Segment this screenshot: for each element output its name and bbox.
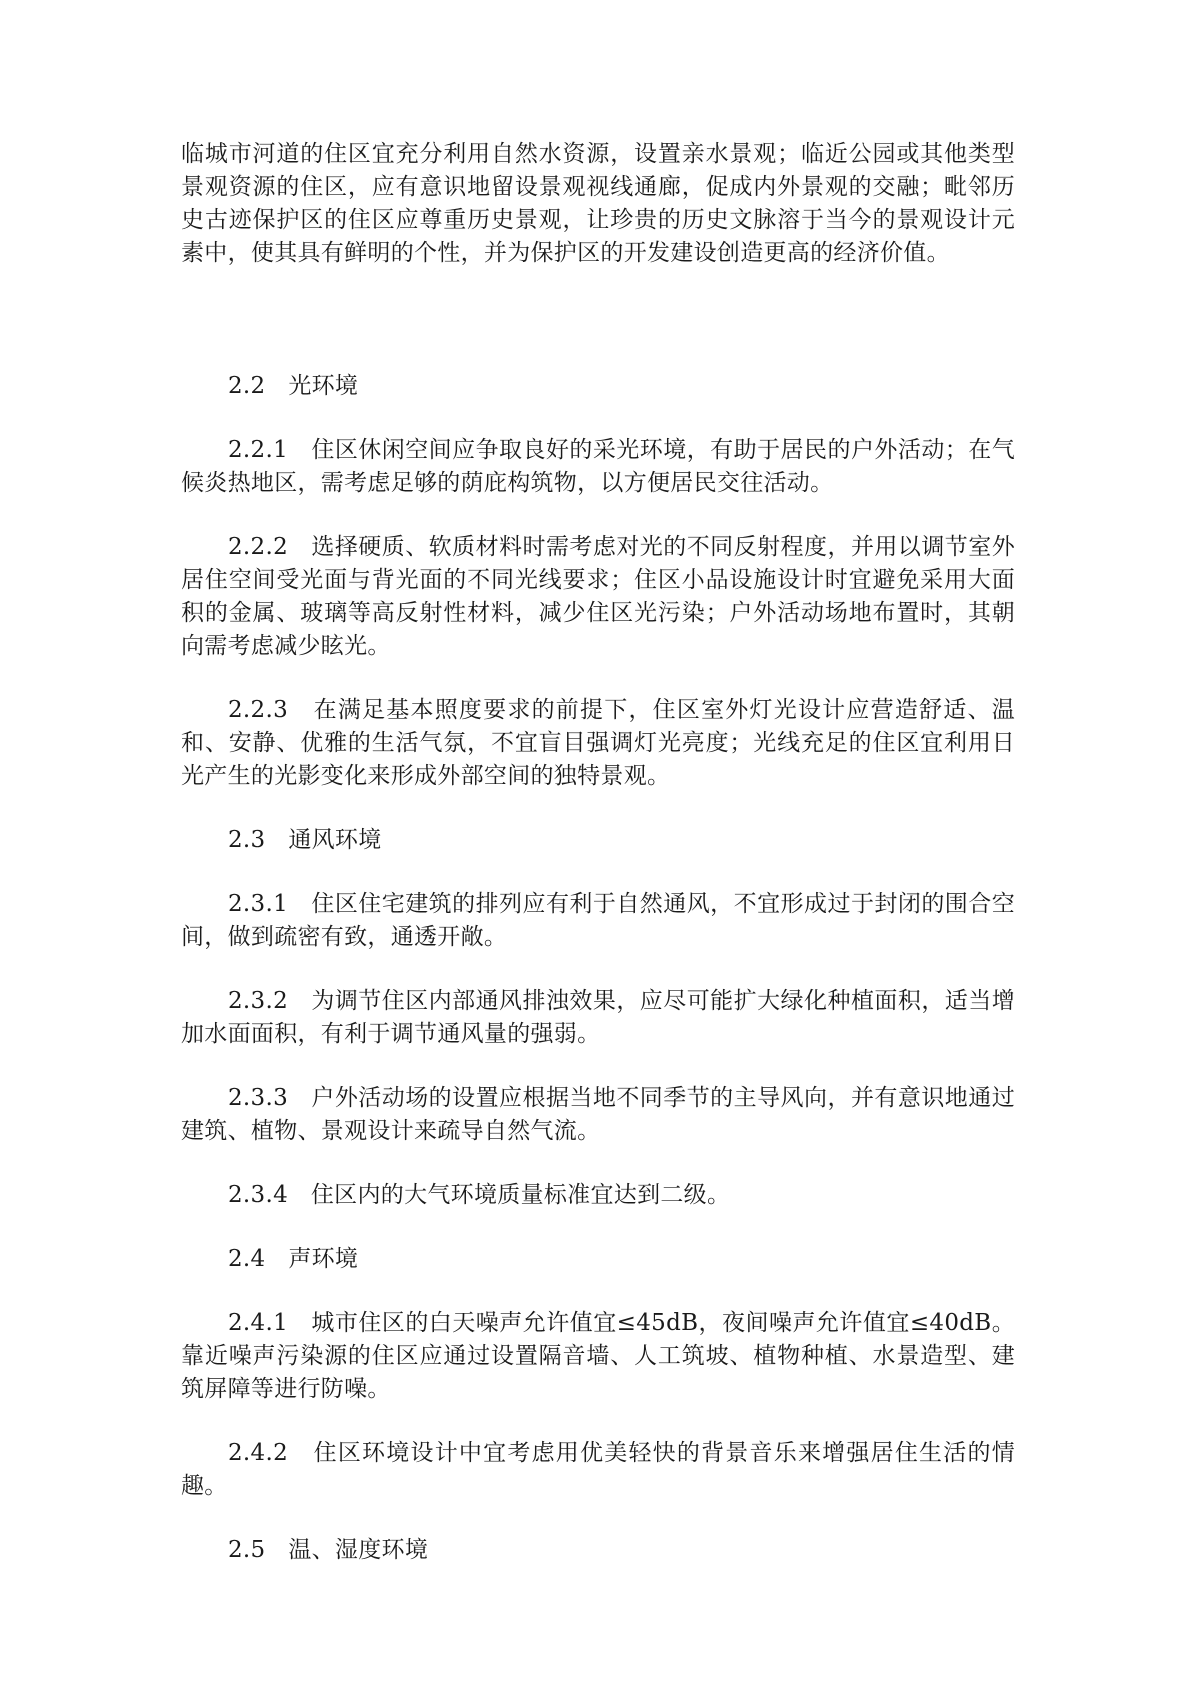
clause-number: 2.4.1: [228, 1310, 289, 1336]
section-heading-2-2: [181, 370, 1015, 403]
clause-number: 2.2.3: [228, 697, 289, 723]
clause-2-3-3: [181, 1082, 1015, 1148]
section-title: 声环境: [288, 1246, 359, 1272]
clause-2-4-1: [181, 1307, 1015, 1406]
clause-text: 住区内的大气环境质量标准宜达到二级。: [310, 1182, 731, 1208]
section-title: 光环境: [288, 373, 359, 399]
clause-2-2-3: [181, 694, 1015, 793]
clause-number: 2.3.1: [228, 891, 289, 917]
clause-text: 城市住区的白天噪声允许值宜≤45dB，夜间噪声允许值宜≤40dB。靠近噪声污染源的住区应通过设置隔音墙、人工筑坡、植物种植、水景造型、建筑屏障等进行防噪。: [181, 1310, 1015, 1402]
clause-2-2-1: [181, 434, 1015, 500]
clause-text: 户外活动场的设置应根据当地不同季节的主导风向，并有意识地通过建筑、植物、景观设计来疏导自然气流。: [181, 1085, 1016, 1144]
clause-number: 2.3.3: [228, 1085, 289, 1111]
clause-number: 2.4.2: [228, 1440, 289, 1466]
section-heading-2-5: [181, 1534, 1015, 1567]
document-body: [181, 138, 1015, 1598]
clause-text: 选择硬质、软质材料时需考虑对光的不同反射程度，并用以调节室外居住空间受光面与背光面的不同光线要求；住区小品设施设计时宜避免采用大面积的金属、玻璃等高反射性材料，减少住区光污染；户外活动场地布置时，其朝向需考虑减少眩光。: [181, 534, 1016, 659]
section-title: 温、湿度环境: [288, 1537, 429, 1563]
clause-number: 2.3.2: [228, 988, 289, 1014]
clause-2-3-1: [181, 888, 1015, 954]
clause-number: 2.3.4: [228, 1182, 289, 1208]
clause-text: 住区住宅建筑的排列应有利于自然通风，不宜形成过于封闭的围合空间，做到疏密有致，通透开敞。: [181, 891, 1016, 950]
clause-text: 为调节住区内部通风排浊效果，应尽可能扩大绿化种植面积，适当增加水面面积，有利于调节通风量的强弱。: [181, 988, 1016, 1047]
section-number: 2.2: [228, 373, 266, 399]
clause-number: 2.2.2: [228, 534, 289, 560]
clause-2-3-4: [181, 1179, 1015, 1212]
clause-number: 2.2.1: [228, 437, 289, 463]
clause-text: 住区环境设计中宜考虑用优美轻快的背景音乐来增强居住生活的情趣。: [181, 1440, 1015, 1499]
section-heading-2-3: [181, 824, 1015, 857]
section-title: 通风环境: [288, 827, 382, 853]
section-number: 2.4: [228, 1246, 266, 1272]
clause-2-2-2: [181, 531, 1015, 663]
section-number: 2.3: [228, 827, 266, 853]
clause-text: 住区休闲空间应争取良好的采光环境，有助于居民的户外活动；在气候炎热地区，需考虑足够的荫庇构筑物，以方便居民交往活动。: [181, 437, 1016, 496]
section-number: 2.5: [228, 1537, 266, 1563]
section-heading-2-4: [181, 1243, 1015, 1276]
intro-paragraph: 临城市河道的住区宜充分利用自然水资源，设置亲水景观；临近公园或其他类型景观资源的住区，应有意识地留设景观视线通廊，促成内外景观的交融；毗邻历史古迹保护区的住区应尊重历史景观，让珍贵的历史文脉溶于当今的景观设计元素中，使其具有鲜明的个性，并为保护区的开发建设创造更高的经济价值。: [181, 141, 1015, 266]
clause-text: 在满足基本照度要求的前提下，住区室外灯光设计应营造舒适、温和、安静、优雅的生活气氛，不宜盲目强调灯光亮度；光线充足的住区宜利用日光产生的光影变化来形成外部空间的独特景观。: [181, 697, 1015, 789]
clause-2-3-2: [181, 985, 1015, 1051]
clause-2-4-2: [181, 1437, 1015, 1503]
